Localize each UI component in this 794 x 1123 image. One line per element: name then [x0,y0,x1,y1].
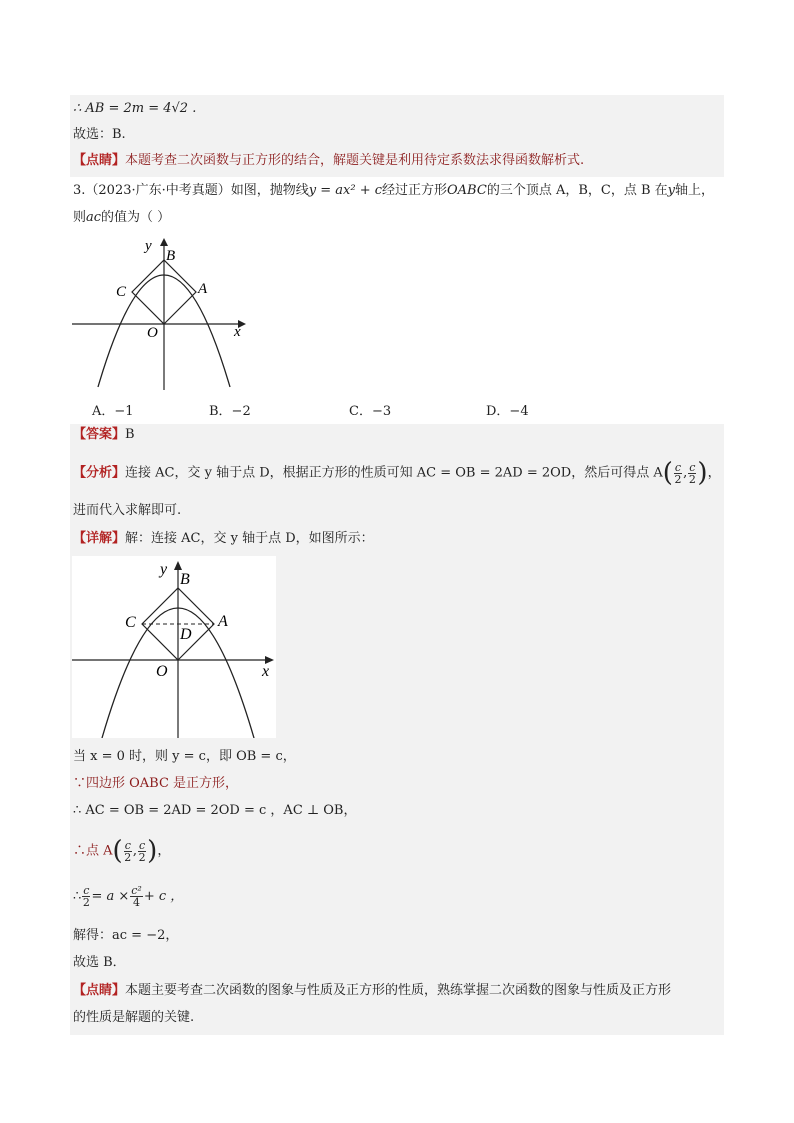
answer-line [73,427,135,443]
choice-b-line: 故选：B. [73,127,126,142]
step-1: 当 x = 0 时，则 y = c，即 OB = c， [73,749,296,764]
label-y: y [145,238,152,254]
step-2: ∵四边形 OABC 是正方形， [73,776,239,791]
option-a: A．−1 [92,404,134,419]
label-y: y [160,561,168,578]
dianjing2-line-1: 【点睛】本题主要考查二次函数的图象与性质及正方形的性质，熟练掌握二次函数的图象与性质及正方形 [73,983,672,998]
step-7: 故选 B． [73,955,126,970]
dianjing-line [73,153,584,169]
label-o: O [156,663,168,680]
label-x: x [234,324,241,340]
question-line-2: 则ac的值为（ ） [73,210,171,225]
parabola-figure-1 [68,232,258,392]
dianjing2-line-2: 的性质是解题的关键. [73,1010,195,1025]
step-6: 解得：ac = −2， [73,928,179,943]
ab-result: ∴ AB = 2m = 4√2 . [73,101,197,116]
step-5: ∴ $\frac{c}{2}$ = a × $\frac{\text{c²}}{4}$ + c ， [73,884,184,909]
analysis-line-2: 进而代入求解即可. [73,503,182,518]
label-a: A [198,281,208,297]
y-arrow [174,561,182,570]
option-c: C．−3 [349,404,392,419]
detail-tag: 【详解】 [73,531,126,546]
label-x: x [262,663,270,680]
label-d: D [180,626,192,643]
dianjing-tag: 【点睛】 [73,153,126,168]
parabola-figure-2 [72,556,276,738]
label-b: B [180,571,190,588]
dianjing-text: 本题考查二次函数与正方形的结合，解题关键是利用待定系数法求得函数解析式. [125,153,585,168]
label-b: B [166,248,176,264]
step-4: ∴点 A( $\frac{c}{2}$ , $\frac{c}{2}$ )， [73,836,171,866]
analysis-line: 【分析】连接 AC，交 y 轴于点 D，根据正方形的性质可知 AC = OB = 2AD = 2OD，然后可得点 A( $\frac{c}{2}$ , $\frac{c}{2}$ )， [73,458,721,488]
y-arrow [160,238,168,246]
question-line-1: 3.（2023·广东·中考真题）如图，抛物线y = ax² + c经过正方形OABC的三个顶点 A，B，C，点 B 在y轴上， [73,183,715,198]
label-o: O [147,325,158,341]
option-d: D．−4 [486,404,529,419]
dianjing2-tag: 【点睛】 [73,983,126,998]
label-c: C [125,614,136,631]
answer-value: B [125,427,135,442]
answer-tag: 【答案】 [73,427,126,442]
question-formula: y = ax² + c [308,183,382,198]
label-c: C [116,284,127,300]
label-a: A [218,613,228,630]
analysis-tag: 【分析】 [73,465,126,481]
step-3: ∴ AC = OB = 2AD = 2OD = c ，AC ⊥ OB， [73,803,357,818]
detail-line: 【详解】解：连接 AC，交 y 轴于点 D，如图所示： [73,531,374,546]
option-b: B．−2 [209,404,251,419]
